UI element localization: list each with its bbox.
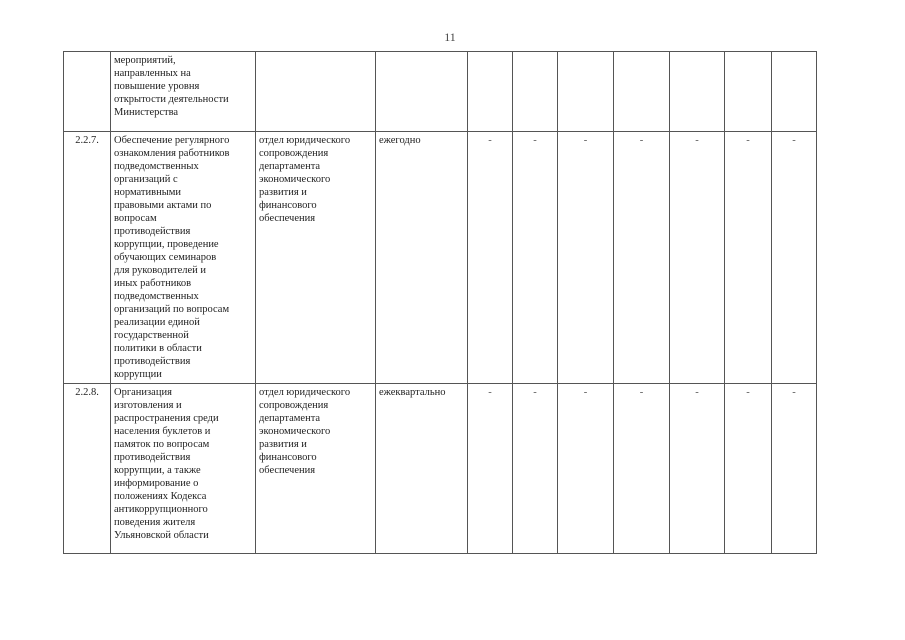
period-cell	[376, 52, 468, 132]
measure-cell	[111, 384, 256, 554]
period-cell: ежегодно	[376, 132, 468, 384]
text-line: экономического	[259, 174, 331, 185]
table-row	[64, 384, 817, 554]
text-line: нормативными	[114, 187, 182, 198]
value-cell	[772, 52, 817, 132]
text-line: противодействия	[114, 226, 191, 237]
text-line: отдел юридического	[259, 387, 351, 398]
text-line: положениях Кодекса	[114, 491, 207, 502]
measure-cell	[111, 132, 256, 384]
text-line: обеспечения	[259, 465, 316, 476]
text-line: направленных на	[114, 68, 191, 79]
responsible-cell	[256, 52, 376, 132]
text-line: повышение уровня	[114, 81, 200, 92]
measure-cell	[111, 52, 256, 132]
text-line: противодействия	[114, 356, 191, 367]
text-line: финансового	[259, 452, 317, 463]
text-line: организаций по вопросам	[114, 304, 230, 315]
text-line: антикоррупционного	[114, 504, 208, 515]
value-cell	[513, 52, 558, 132]
value-cell: -	[772, 132, 817, 384]
text-line: Ульяновской области	[114, 530, 209, 541]
text-line: департамента	[259, 413, 321, 424]
text-line: экономического	[259, 426, 331, 437]
text-line: противодействия	[114, 452, 191, 463]
value-cell	[558, 52, 614, 132]
text-line: сопровождения	[259, 148, 329, 159]
value-cell: -	[513, 384, 558, 554]
text-line: Министерства	[114, 107, 179, 118]
text-line: для руководителей и	[114, 265, 207, 276]
value-cell	[468, 52, 513, 132]
text-line: развития и	[259, 439, 307, 450]
text-line: правовыми актами по	[114, 200, 212, 211]
page-number: 11	[444, 30, 456, 44]
value-cell: -	[772, 384, 817, 554]
text-line: Обеспечение регулярного	[114, 135, 230, 146]
text-line: коррупции, а также	[114, 465, 201, 476]
text-line: иных работников	[114, 278, 192, 289]
text-line: открытости деятельности	[114, 94, 229, 105]
text-line: памяток по вопросам	[114, 439, 210, 450]
text-line: населения буклетов и	[114, 426, 211, 437]
text-line: коррупции	[114, 369, 162, 380]
value-cell: -	[558, 132, 614, 384]
text-line: поведения жителя	[114, 517, 196, 528]
text-line: вопросам	[114, 213, 157, 224]
value-cell: -	[725, 132, 772, 384]
item-number: 2.2.7.	[64, 132, 111, 384]
text-line: сопровождения	[259, 400, 329, 411]
text-line: подведомственных	[114, 291, 199, 302]
text-line: изготовления и	[114, 400, 182, 411]
value-cell: -	[670, 384, 725, 554]
value-cell: -	[670, 132, 725, 384]
text-line: политики в области	[114, 343, 202, 354]
responsible-cell	[256, 384, 376, 554]
text-line: обучающих семинаров	[114, 252, 217, 263]
text-line: обеспечения	[259, 213, 316, 224]
text-line: финансового	[259, 200, 317, 211]
text-line: коррупции, проведение	[114, 239, 219, 250]
text-line: государственной	[114, 330, 189, 341]
value-cell: -	[614, 132, 670, 384]
text-line: департамента	[259, 161, 321, 172]
value-cell: -	[614, 384, 670, 554]
value-cell: -	[558, 384, 614, 554]
value-cell: -	[468, 132, 513, 384]
text-line: организаций с	[114, 174, 178, 185]
item-number	[64, 52, 111, 132]
item-number: 2.2.8.	[64, 384, 111, 554]
period-cell: ежеквартально	[376, 384, 468, 554]
text-line: развития и	[259, 187, 307, 198]
measures-table	[63, 51, 817, 554]
text-line: информирование о	[114, 478, 199, 489]
text-line: Организация	[114, 387, 172, 398]
text-line: распространения среди	[114, 413, 219, 424]
table-row	[64, 132, 817, 384]
value-cell	[725, 52, 772, 132]
text-line: отдел юридического	[259, 135, 351, 146]
responsible-cell	[256, 132, 376, 384]
value-cell: -	[513, 132, 558, 384]
value-cell	[614, 52, 670, 132]
text-line: реализации единой	[114, 317, 200, 328]
text-line: подведомственных	[114, 161, 199, 172]
text-line: ознакомления работников	[114, 148, 230, 159]
value-cell: -	[725, 384, 772, 554]
value-cell	[670, 52, 725, 132]
table-row	[64, 52, 817, 132]
value-cell: -	[468, 384, 513, 554]
text-line: мероприятий,	[114, 55, 176, 66]
